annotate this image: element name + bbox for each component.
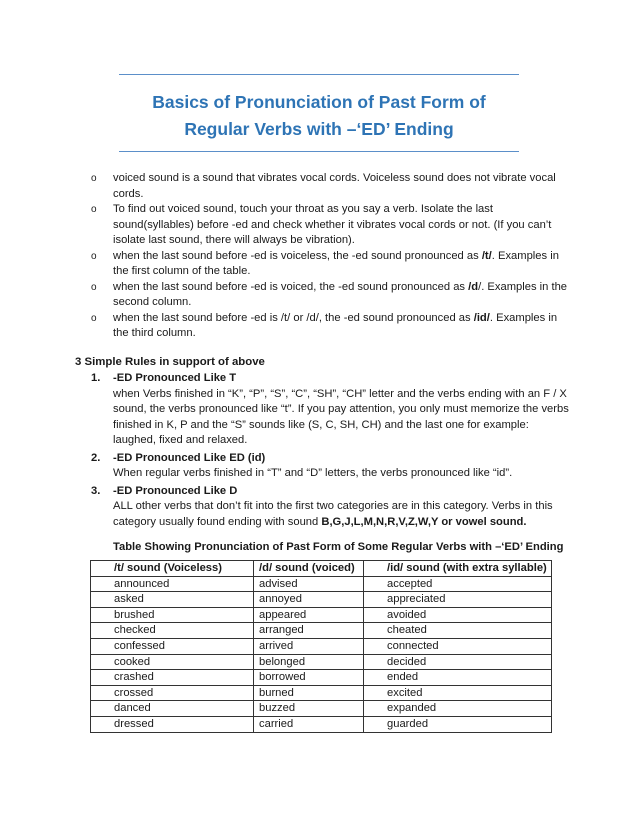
table-cell: checked xyxy=(91,623,254,639)
title-line-1: Basics of Pronunciation of Past Form of xyxy=(152,92,486,112)
bullet-marker: o xyxy=(91,281,97,293)
bullet-item xyxy=(91,280,571,311)
table-row xyxy=(91,670,552,686)
rules-heading: 3 Simple Rules in support of above xyxy=(75,356,265,368)
title-line-2: Regular Verbs with –‘ED’ Ending xyxy=(184,119,454,139)
table-cell: burned xyxy=(254,685,364,701)
bullet-text: when the last sound before -ed is voiced, the -ed sound pronounced as xyxy=(113,280,469,293)
table-row xyxy=(91,576,552,592)
rule-title: -ED Pronounced Like ED (id) xyxy=(113,451,266,464)
bullet-text: when the last sound before -ed is /t/ or /d/, the -ed sound pronounced as xyxy=(113,311,474,324)
rule-number: 1. xyxy=(91,372,101,384)
bullet-text: when the last sound before -ed is voiceless, the -ed sound pronounced as xyxy=(113,249,482,262)
bullet-item xyxy=(91,249,571,280)
bullet-text: voiced sound is a sound that vibrates vocal cords. Voiceless sound does not vibrate vocal cords. xyxy=(113,172,556,200)
table-cell: excited xyxy=(364,685,552,701)
rule-item xyxy=(91,451,571,482)
header-cell-id: /id/ sound (with extra syllable) xyxy=(364,561,552,577)
table-cell: cheated xyxy=(364,623,552,639)
bullet-bold: /d xyxy=(468,280,479,293)
table-cell: dressed xyxy=(91,716,254,732)
bullet-marker: o xyxy=(91,312,97,324)
table-cell: arrived xyxy=(254,638,364,654)
table-row xyxy=(91,701,552,717)
rule-text: when Verbs finished in “K”, “P”, “S”, “C”, “SH”, “CH” letter and the verbs ending with an F / X sound, the verbs pronounced like “t”. If you pay attention, you only must memorize the verbs finished in K, P and the “S” sounds like (S, C, SH, CH) and the last one for example: laughed, fixed and relaxed. xyxy=(113,387,569,446)
rule-item xyxy=(91,371,571,449)
table-cell: guarded xyxy=(364,716,552,732)
table-cell: carried xyxy=(254,716,364,732)
rule-title: -ED Pronounced Like D xyxy=(113,484,238,497)
bullet-bold: /t/ xyxy=(481,249,492,262)
table-cell: appreciated xyxy=(364,592,552,608)
table-cell: avoided xyxy=(364,607,552,623)
table-cell: belonged xyxy=(254,654,364,670)
table-row xyxy=(91,592,552,608)
rule-text: ALL other verbs that don’t fit into the first two categories are in this category. Verbs in this category usually found ending with sound xyxy=(113,500,553,528)
table-cell: brushed xyxy=(91,607,254,623)
table-cell: appeared xyxy=(254,607,364,623)
table-cell: accepted xyxy=(364,576,552,592)
rule-text: When regular verbs finished in “T” and “D” letters, the verbs pronounced like “id”. xyxy=(113,467,513,479)
table-row xyxy=(91,607,552,623)
table-row xyxy=(91,623,552,639)
bullet-item xyxy=(91,202,571,249)
bullet-bold: /id/ xyxy=(473,311,490,324)
table-row xyxy=(91,716,552,732)
bullet-list xyxy=(91,171,571,342)
table-cell: decided xyxy=(364,654,552,670)
table-cell: borrowed xyxy=(254,670,364,686)
table-cell: ended xyxy=(364,670,552,686)
document-title xyxy=(60,89,578,143)
table-cell: crossed xyxy=(91,685,254,701)
bottom-divider xyxy=(119,151,519,152)
table-row xyxy=(91,685,552,701)
table-cell: cooked xyxy=(91,654,254,670)
table-cell: expanded xyxy=(364,701,552,717)
rule-number: 2. xyxy=(91,451,101,464)
rule-item xyxy=(91,484,571,531)
table-cell: arranged xyxy=(254,623,364,639)
table-cell: connected xyxy=(364,638,552,654)
bullet-text: To find out voiced sound, touch your throat as you say a verb. Isolate the last sound(syllables) before -ed and check whether it vibrates vocal cords or not. (If you can’t isolate last sound, there will always be vibration). xyxy=(113,203,552,246)
bullet-text-end: . Examples in the first column of the table. xyxy=(113,249,559,277)
rule-number: 3. xyxy=(91,484,101,497)
header-cell-t: /t/ sound (Voiceless) xyxy=(91,561,254,577)
table-cell: announced xyxy=(91,576,254,592)
table-header-row xyxy=(91,561,552,577)
table-cell: danced xyxy=(91,701,254,717)
table-row xyxy=(91,638,552,654)
top-divider xyxy=(119,74,519,75)
bullet-marker: o xyxy=(91,173,97,184)
table-cell: advised xyxy=(254,576,364,592)
bullet-marker: o xyxy=(91,204,97,215)
rule-bold-text: B,G,J,L,M,N,R,V,Z,W,Y or vowel sound. xyxy=(321,515,527,528)
rules-list xyxy=(91,371,571,530)
table-cell: annoyed xyxy=(254,592,364,608)
table-cell: confessed xyxy=(91,638,254,654)
table-cell: buzzed xyxy=(254,701,364,717)
verbs-table xyxy=(90,560,552,733)
table-row xyxy=(91,654,552,670)
table-cell: crashed xyxy=(91,670,254,686)
table-caption: Table Showing Pronunciation of Past Form of Some Regular Verbs with –‘ED’ Ending xyxy=(113,541,564,553)
bullet-text-end: . Examples in the third column. xyxy=(113,311,558,339)
bullet-text-end: /. Examples in the second column. xyxy=(113,280,568,308)
bullet-item xyxy=(91,311,571,342)
bullet-item xyxy=(91,171,571,202)
rule-title: -ED Pronounced Like T xyxy=(113,372,237,384)
bullet-marker: o xyxy=(91,250,97,262)
table-cell: asked xyxy=(91,592,254,608)
header-cell-d: /d/ sound (voiced) xyxy=(254,561,364,577)
